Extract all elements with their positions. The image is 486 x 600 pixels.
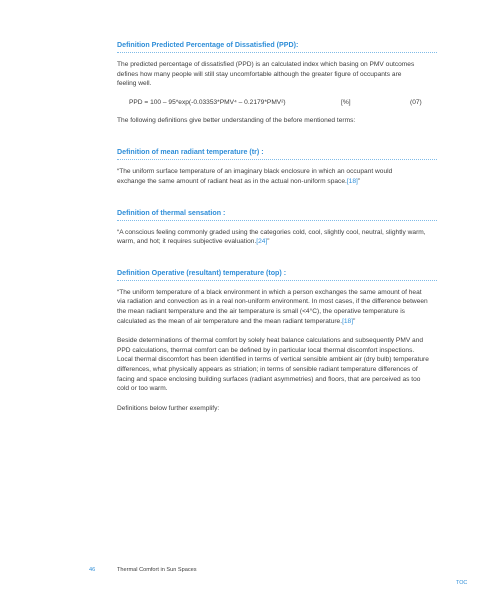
formula-unit: [%] xyxy=(341,98,351,106)
beside-paragraph: Beside determinations of thermal comfort by solely heat balance calculations and subsequently PMV and PPD calculations, thermal comfort can be defined by in particular local thermal discomfort inspections. Local thermal discomfort has been identified in terms of vertical sensible ambient air (dry bulb) temperature differences, what physically appears as striation; in terms of sensible radiant temperature differences of facing and space enclosing building surfaces (radiant asymmetries) and floors, that are perceived as too cold or too warm. xyxy=(117,337,429,393)
mrt-text: “The uniform surface temperature of an imaginary black enclosure in which an occupant would exchange the same amount of radiant heat as in the actual non-uniform space. xyxy=(117,168,393,185)
formula-number: (07) xyxy=(410,98,422,106)
sensation-paragraph xyxy=(117,228,429,247)
footer-title: Thermal Comfort in Sun Spaces xyxy=(117,567,197,573)
formula-expression: PPD = 100 – 95*exp(-0.03353*PMV⁴ – 0.2179*PMV²) xyxy=(129,98,286,106)
sensation-text: “A conscious feeling commonly graded using the categories cold, cool, slightly cool, neutral, slightly warm, warm, and hot; it requires subjective evaluation. xyxy=(117,228,426,246)
following-paragraph: The following definitions give better understanding of the before mentioned terms: xyxy=(117,116,356,124)
page-content xyxy=(117,40,437,413)
mrt-reference-link[interactable]: [18] xyxy=(346,177,358,185)
definitions-paragraph: Definitions below further exemplify: xyxy=(117,404,220,412)
sensation-heading: Definition of thermal sensation : xyxy=(117,208,437,221)
page-number: 46 xyxy=(89,567,96,573)
toc-link[interactable]: TOC xyxy=(456,580,468,586)
operative-text: “The uniform temperature of a black environment in which a person exchanges the same amount of heat via radiation and convection as in a real non-uniform environment. In most cases, if the difference between the mean radiant temperature and the air temperature is small (<4°C), the operative temperature is calculated as the mean of air temperature and the mean radiant temperature. xyxy=(117,288,428,325)
mrt-heading: Definition of mean radiant temperature (tr) : xyxy=(117,147,437,160)
operative-heading: Definition Operative (resultant) temperature (top) : xyxy=(117,268,437,281)
sensation-reference-link[interactable]: [24] xyxy=(256,238,268,246)
operative-paragraph xyxy=(117,288,429,326)
mrt-close-quote: ” xyxy=(357,177,361,185)
mrt-paragraph xyxy=(117,167,422,186)
sensation-close-quote: ” xyxy=(267,238,270,246)
ppd-heading: Definition Predicted Percentage of Dissatisfied (PPD): xyxy=(117,40,437,53)
operative-reference-link[interactable]: [18] xyxy=(342,317,354,325)
operative-close-quote: ” xyxy=(353,317,356,325)
ppd-paragraph: The predicted percentage of dissatisfied (PPD) is an calculated index which basing on PMV outcomes defines how many people will still stay uncomfortable although the greater figure of occupants are feeling well. xyxy=(117,61,415,88)
ppd-formula xyxy=(117,98,437,108)
